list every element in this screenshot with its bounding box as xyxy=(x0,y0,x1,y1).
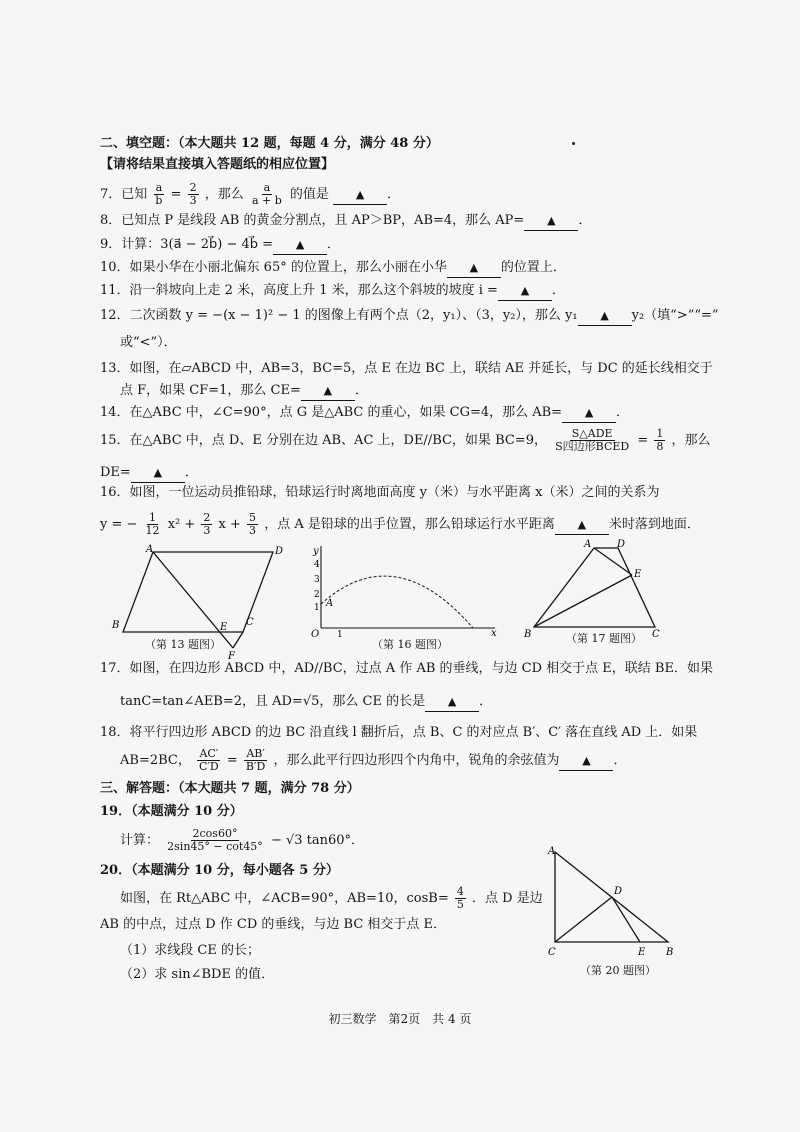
label-B: B xyxy=(524,629,532,640)
section-title: 二、填空题：（本大题共 12 题，每题 4 分，满分 48 分） xyxy=(100,136,439,151)
label-E: E xyxy=(220,622,228,633)
answer-blank: ▲ xyxy=(425,693,479,712)
axis-y-label: y xyxy=(313,546,319,557)
fraction: $\frac{\text{S△ADE}}{\text{S四边形BCED}}$ xyxy=(555,427,630,453)
figure-16 xyxy=(305,540,500,640)
question-9: 9．计算：3(a⃗ − 2b⃗) − 4b⃗ = ▲ ． xyxy=(100,236,710,255)
tick-y-2: 2 xyxy=(314,590,320,600)
label-A: A xyxy=(326,598,334,609)
question-19-body: 计算： $\frac{2\cos 60^\circ}{2\sin 45^\circ - \cot 45^\circ}$ − √3 tan60°． xyxy=(120,827,365,853)
label-D: D xyxy=(275,546,284,557)
answer-blank: ▲ xyxy=(524,212,578,231)
figure-17 xyxy=(520,535,670,640)
tick-y-3: 3 xyxy=(314,575,320,585)
label-C: C xyxy=(548,947,556,958)
question-17: 17．如图，在四边形 ABCD 中，AD//BC，过点 A 作 AB 的垂线，与边 CD 相交于点 E，联结 BE．如果 xyxy=(100,661,713,676)
label-E: E xyxy=(634,569,642,580)
answer-blank: ▲ xyxy=(562,404,616,423)
question-20-body: 如图，在 Rt△ABC 中，∠ACB=90°，AB=10，cosB= $\frac{4}{5}$ ．点 D 是边 xyxy=(120,885,543,911)
tick-y-4: 4 xyxy=(314,560,320,570)
question-8: 8．已知点 P 是线段 AB 的黄金分割点，且 AP＞BP，AB=4，那么 AP= ▲ ． xyxy=(100,212,710,231)
label-C: C xyxy=(652,629,660,640)
answer-blank: ▲ xyxy=(131,464,185,483)
fraction: $\frac{2\cos 60^\circ}{2\sin 45^\circ - \cot 45^\circ}$ xyxy=(167,827,263,853)
question-20-part-1: （1）求线段 CE 的长； xyxy=(120,943,260,958)
fraction: $\frac{1}{8}$ xyxy=(656,427,664,453)
question-7: 7．已知 $\frac{a}{b}$ = $\frac{2}{3}$ ，那么 $\frac{a}{a + b}$ 的值是 ▲ ． xyxy=(100,181,401,207)
fraction: $\frac{2}{3}$ xyxy=(189,181,197,207)
question-18-cont: AB=2BC， $\frac{AC'}{C'D}$ = $\frac{AB'}{B'D}$ ，那么此平行四边形四个内角中，锐角的余弦值为 ▲ ． xyxy=(120,747,627,773)
figure-20-caption: （第 20 题图） xyxy=(580,964,656,977)
answer-blank: ▲ xyxy=(498,282,552,301)
page-footer: 初三数学 第2页 共 4 页 xyxy=(328,1012,472,1026)
fraction: $\frac{1}{12}$ xyxy=(145,511,160,537)
answer-blank: ▲ xyxy=(447,259,501,278)
question-12-cont: 或“<”）． xyxy=(120,335,177,350)
section-instruction: 【请将结果直接填入答题纸的相应位置】 xyxy=(100,157,335,172)
question-16: 16．如图，一位运动员推铅球，铅球运行时离地面高度 y（米）与水平距离 x（米）之间的关系为 xyxy=(100,485,660,500)
fraction: $\frac{4}{5}$ xyxy=(456,885,464,911)
question-14: 14．在△ABC 中，∠C=90°，点 G 是△ABC 的重心，如果 CG=4，那么 AB= ▲ ． xyxy=(100,404,710,423)
question-11: 11．沿一斜坡向上走 2 米，高度上升 1 米，那么这个斜坡的坡度 i = ▲ ． xyxy=(100,282,710,301)
label-D: D xyxy=(614,886,623,897)
origin-label: O xyxy=(311,629,320,640)
question-18: 18．将平行四边形 ABCD 的边 BC 沿直线 l 翻折后，点 B、C 的对应点 B′、C′ 落在直线 AD 上．如果 xyxy=(100,725,698,740)
axis-x-label: x xyxy=(491,628,497,639)
question-20-part-2: （2）求 sin∠BDE 的值． xyxy=(120,967,275,982)
figure-17-caption: （第 17 题图） xyxy=(566,632,642,645)
question-13-cont: 点 F，如果 CF=1，那么 CE= ▲ ． xyxy=(120,382,730,401)
question-19-heading: 19．（本题满分 10 分） xyxy=(100,804,243,819)
label-A: A xyxy=(548,846,556,857)
label-A: A xyxy=(146,544,154,555)
answer-blank: ▲ xyxy=(301,382,355,401)
label-A: A xyxy=(584,539,592,550)
tick-x-1: 1 xyxy=(337,630,343,640)
figure-16-caption: （第 16 题图） xyxy=(372,638,448,651)
label-B: B xyxy=(666,947,674,958)
answer-blank: ▲ xyxy=(559,752,613,771)
question-12: 12．二次函数 y = −(x − 1)² − 1 的图像上有两个点（2，y₁）、（3，y₂），那么 y₁ ▲ y₂（填“>”“=” xyxy=(100,307,710,326)
label-B: B xyxy=(112,620,120,631)
question-17-cont: tanC=tan∠AEB=2，且 AD=√5，那么 CE 的长是 ▲ ． xyxy=(120,693,730,712)
answer-blank: ▲ xyxy=(555,516,609,535)
question-20-body-cont: AB 的中点，过点 D 作 CD 的垂线，与边 BC 相交于点 E． xyxy=(100,917,447,932)
answer-blank: ▲ xyxy=(578,307,632,326)
fraction: $\frac{AC'}{C'D}$ xyxy=(199,747,219,773)
fraction: $\frac{2}{3}$ xyxy=(203,511,211,537)
label-E: E xyxy=(638,947,646,958)
question-15-cont: DE= ▲ ． xyxy=(100,464,710,483)
question-13: 13．如图，在▱ABCD 中，AB=3，BC=5，点 E 在边 BC 上，联结 AE 并延长，与 DC 的延长线相交于 xyxy=(100,361,713,376)
label-F: F xyxy=(228,651,235,662)
fraction: $\frac{5}{3}$ xyxy=(249,511,257,537)
fraction: $\frac{a}{b}$ xyxy=(155,181,163,207)
fraction: $\frac{a}{a + b}$ xyxy=(251,181,282,207)
answer-blank: ▲ xyxy=(273,236,327,255)
section-title: 三、解答题：（本大题共 7 题，满分 78 分） xyxy=(100,781,360,796)
label-C: C xyxy=(246,617,254,628)
question-15: 15．在△ABC 中，点 D、E 分别在边 AB、AC 上，DE//BC，如果 BC=9， $\frac{\text{S△ADE}}{\text{S四边形BCED}}$ = $\frac{1}{8}$ ，那么 xyxy=(100,427,711,453)
question-16-cont: y = − $\frac{1}{12}$ x² + $\frac{2}{3}$ x + $\frac{5}{3}$ ，点 A 是铅球的出手位置，那么铅球运行水平距离 ▲ 米时落到地面． xyxy=(100,511,700,537)
label-D: D xyxy=(617,539,626,550)
fraction: $\frac{AB'}{B'D}$ xyxy=(245,747,266,773)
question-10: 10．如果小华在小丽北偏东 65° 的位置上，那么小丽在小华 ▲ 的位置上． xyxy=(100,259,710,278)
figure-13-caption: （第 13 题图） xyxy=(145,638,221,651)
figure-20 xyxy=(540,840,680,965)
answer-blank: ▲ xyxy=(333,186,387,205)
tick-y-1: 1 xyxy=(314,603,320,613)
question-20-heading: 20．（本题满分 10 分，每小题各 5 分） xyxy=(100,863,339,878)
